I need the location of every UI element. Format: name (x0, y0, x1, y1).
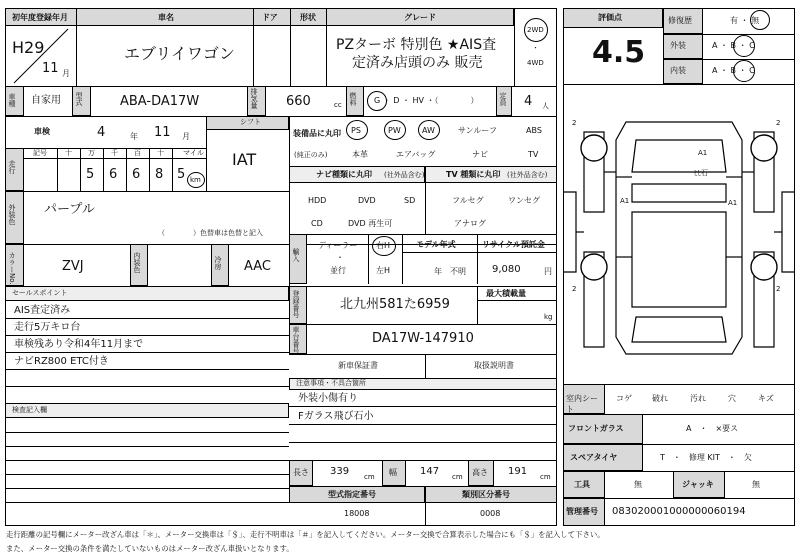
max-load-unit: kg (544, 313, 553, 321)
spare-label: スペアタイヤ (570, 453, 618, 462)
ac-label: 冷房 (214, 256, 222, 270)
tire-label-fr: 2 (776, 119, 781, 127)
inspector-label: 検査記入欄 (12, 406, 47, 414)
equip-airbag: エアバッグ (396, 150, 436, 159)
equip-pw: PW (388, 126, 401, 135)
repair-label: 修復歴 (668, 16, 692, 25)
mgrid-v2 (80, 148, 81, 191)
fuel-label: 燃料 (349, 92, 357, 106)
nt-line1 (289, 406, 557, 407)
nav-sd: SD (404, 196, 416, 205)
mileage-h4: 百 (134, 149, 141, 157)
width-unit: cm (452, 473, 463, 481)
import-dealer: ディーラー (318, 241, 358, 250)
mileage-head-line (24, 158, 206, 159)
interior-color-label: 内装色 (133, 252, 141, 273)
selling-label: セールスポイント (12, 289, 68, 297)
grade-label: グレード (404, 13, 436, 22)
equipment-label: 装備品に丸印 (293, 129, 341, 138)
tire-label-rl: 2 (572, 285, 577, 293)
mileage-h1: 十 (65, 149, 72, 157)
sp-line3 (5, 352, 289, 353)
selling-line-4: ナビRZ800 ETC付き (14, 356, 109, 367)
displacement-unit: cc (334, 101, 342, 109)
tv-analog: アナログ (454, 219, 486, 228)
mileage-h0: 記号 (33, 149, 47, 157)
mileage-unit: km (190, 176, 201, 184)
drive-4wd: 4WD (527, 59, 544, 67)
color-code-label: カラーNo. (8, 252, 16, 285)
mgrid-v6 (172, 148, 173, 191)
sheet-item-2: 破れ (652, 394, 668, 403)
recycle-value: 9,080 (492, 264, 521, 275)
div-type-cat (425, 486, 426, 526)
equip-navi: ナビ (472, 150, 488, 159)
equip-sunroof: サンルーフ (458, 126, 497, 135)
inspection-month-unit: 月 (182, 132, 190, 141)
interior-b-circle (733, 60, 755, 82)
interior-sheet-label: 室内シート (566, 394, 598, 414)
sheet-item-5: キズ (758, 394, 774, 403)
row-line-5 (5, 244, 557, 245)
exterior-b-circle (733, 35, 755, 57)
month-value: 11 (42, 61, 59, 76)
nav-label: ナビ種類に丸印 (316, 170, 372, 179)
tools-label: 工具 (574, 480, 590, 489)
grade-line2: 定済み店頭のみ 販売 (352, 55, 483, 71)
right-handle: 右H (376, 241, 391, 250)
usage-value: 自家用 (31, 95, 61, 106)
mileage-d3: 8 (155, 167, 164, 182)
width-value: 147 (420, 466, 440, 477)
exterior-label: 外装 (670, 41, 686, 50)
mileage-d1: 6 (109, 167, 118, 182)
ins-line6 (5, 502, 289, 503)
chassis-value: DA17W-147910 (372, 331, 474, 346)
tv-label: TV 種類に丸印 (446, 170, 501, 179)
color-value: パープル (44, 202, 95, 217)
fuel-value: G ・ D ・ HV ・（ ） (374, 96, 479, 105)
header-bar (5, 8, 514, 26)
inspection-label: 車検 (34, 127, 50, 136)
import-label: 輸入 (292, 248, 300, 262)
row-line-import-mid (402, 252, 557, 253)
nav-hdd: HDD (308, 196, 327, 205)
ins-line2 (5, 446, 289, 447)
notes-line-2: Fガラス飛び石小 (298, 411, 374, 422)
sheet-item-1: コゲ (616, 394, 632, 403)
left-handle: 左H (376, 266, 391, 275)
carname-label: 車名 (158, 13, 174, 22)
mgrid-v5 (149, 148, 150, 191)
exterior-options: A ・ B ・ C (712, 41, 755, 50)
selling-line-1: AIS査定済み (14, 305, 71, 316)
maxload-mid (477, 300, 557, 301)
interior-options: A ・ B ・ C (712, 66, 755, 75)
nav-dvd-play: DVD 再生可 (348, 219, 393, 228)
import-parallel: 並行 (330, 266, 346, 275)
div-recycle (477, 234, 478, 284)
year-value: H29 (12, 38, 45, 57)
ins-line4 (5, 474, 289, 475)
length-label: 長さ (293, 468, 309, 477)
reg-label: 登録番号 (292, 290, 300, 318)
car-diagram (564, 92, 794, 382)
max-load-label: 最大積載量 (486, 289, 526, 298)
inspection-year: 4 (97, 125, 106, 140)
category-label: 類別区分番号 (462, 490, 510, 499)
div-modelyear (402, 234, 403, 284)
mileage-h2: 万 (88, 149, 95, 157)
tools-value: 無 (634, 480, 642, 489)
type-value: 18008 (344, 509, 370, 518)
ac-value: AAC (244, 259, 271, 274)
ins-line5 (5, 488, 289, 489)
category-value: 0008 (480, 509, 501, 518)
div-h5 (514, 8, 515, 86)
div-handle (368, 234, 369, 284)
chassis-label: 車台番号 (292, 326, 300, 354)
mgrid-v3 (103, 148, 104, 191)
interior-label: 内装 (670, 66, 686, 75)
shift-value: IAT (232, 150, 257, 169)
repair-options: 有 ・ 無 (730, 16, 760, 25)
mgrid-v1 (57, 148, 58, 191)
color-code-value: ZVJ (62, 259, 84, 274)
notes-line-1: 外装小傷有り (298, 393, 358, 404)
sp-line1 (5, 318, 289, 319)
mileage-d2: 6 (132, 167, 141, 182)
nt-line2 (289, 424, 557, 425)
ins-line1 (5, 432, 289, 433)
height-label: 高さ (472, 468, 488, 477)
div-h2 (253, 8, 254, 86)
jack-label: ジャッキ (682, 480, 714, 489)
recycle-unit: 円 (544, 267, 552, 276)
selling-line-2: 走行5万キロ台 (14, 322, 81, 333)
selling-line-3: 車検残あり令和4年11月まで (14, 339, 144, 350)
model-year-value: 年 不明 (434, 267, 466, 276)
div-h3 (290, 8, 291, 86)
tv-oneseg: ワンセグ (508, 196, 540, 205)
row-line-4 (5, 191, 289, 192)
diagram-mark-1: A1 (698, 149, 708, 157)
management-label: 管理番号 (566, 507, 598, 516)
nav-cd: CD (311, 219, 323, 228)
manual-label: 取扱説明書 (474, 361, 514, 370)
equip-ps: PS (351, 126, 361, 135)
score-bottom (563, 84, 795, 85)
div-warranty (425, 354, 426, 378)
equip-leather: 本革 (352, 150, 368, 159)
windshield-value: A ・ ×要ス (686, 424, 739, 433)
car-name: エブリイワゴン (124, 44, 235, 63)
nav-dvd: DVD (358, 196, 376, 205)
footer-line-1: 走行距離の記号欄にメーター改ざん車は「＊」、メーター交換車は「＄」、走行不明車は「＃」を記入してください。メーター交換で合算表示した場合にも「＄」を記入して下さい。 (6, 530, 605, 539)
sp-line5 (5, 386, 289, 387)
door-label: ドア (262, 13, 278, 22)
windshield-label: フロントガラス (568, 424, 624, 433)
div-maxload (477, 286, 478, 324)
length-value: 339 (330, 466, 350, 477)
jack-value: 無 (752, 480, 760, 489)
capacity-value: 4 (524, 94, 533, 109)
grade-line1: PZターボ 特別色 ★AIS査 (336, 37, 497, 53)
row-line-9 (289, 354, 557, 355)
model-label: 型式 (75, 92, 83, 106)
nav-note: (社外品含む) (384, 171, 425, 179)
color-note: （ ）色替車は色替と記入 (158, 229, 263, 237)
row-line-11 (289, 460, 557, 461)
mileage-d4: 5 (177, 167, 186, 182)
equip-aw: AW (422, 126, 435, 135)
sheet-item-3: 汚れ (690, 394, 706, 403)
diagram-mark-3: A1 (728, 199, 738, 207)
displacement-label: 排気量 (250, 88, 258, 109)
mileage-h6: マイル (183, 149, 204, 157)
import-dot: ・ (336, 253, 344, 262)
model-value: ABA-DA17W (120, 94, 200, 109)
div-h4 (326, 8, 327, 86)
equipment-label2: (純正のみ) (294, 151, 328, 159)
inspection-year-unit: 年 (130, 132, 138, 141)
height-value: 191 (508, 466, 528, 477)
drive-2wd: 2WD (527, 26, 544, 34)
sp-line2 (5, 335, 289, 336)
length-unit: cm (364, 473, 375, 481)
equip-tv: TV (528, 150, 539, 159)
shift-label: シフト (240, 118, 261, 126)
model-year-label: モデル年式 (416, 240, 456, 249)
repair-none-circle (750, 10, 770, 30)
usage-label: 車種 (8, 93, 16, 107)
nt-line3 (289, 442, 557, 443)
score-label: 評価点 (598, 13, 622, 22)
color-label: 外装色 (8, 204, 16, 225)
mileage-h5: 十 (157, 149, 164, 157)
height-unit: cm (540, 473, 551, 481)
reg-value: 北九州581た6959 (340, 297, 450, 312)
tv-fullseg: フルセグ (452, 196, 484, 205)
first-reg-label: 初年度登録年月 (12, 13, 68, 22)
mgrid-v4 (126, 148, 127, 191)
sp-line4 (5, 369, 289, 370)
row-line-import (289, 234, 557, 235)
equip-abs: ABS (526, 126, 542, 135)
type-label: 型式指定番号 (328, 490, 376, 499)
inspector-label-cell (5, 403, 289, 418)
sheet-item-4: 穴 (728, 394, 736, 403)
row-line-8 (289, 324, 557, 325)
displacement-value: 660 (286, 94, 311, 109)
month-unit: 月 (62, 69, 70, 78)
ins-line3 (5, 460, 289, 461)
inspection-month: 11 (154, 125, 171, 140)
recycle-label: リサイクル預託金 (482, 240, 545, 249)
mileage-h3: 千 (111, 149, 118, 157)
width-label: 幅 (389, 468, 397, 477)
drive-dot: ・ (532, 44, 539, 52)
div-nav-tv (425, 166, 426, 234)
diagram-mark-4: ﾋﾋ石 (694, 169, 708, 177)
tire-label-rr: 2 (776, 285, 781, 293)
shape-label: 形状 (300, 13, 316, 22)
notes-label: 注意事項・不具合箇所 (296, 379, 366, 387)
mileage-label: 走行 (8, 160, 16, 174)
footer-line-2: また、メーター交換の条件を満たしていないものはメーター改ざん車扱いとなります。 (6, 544, 294, 553)
tv-note: (社外品含む) (507, 171, 548, 179)
mileage-d0: 5 (86, 167, 95, 182)
warranty-label: 新車保証書 (338, 361, 378, 370)
management-value: 083020001000000060194 (612, 506, 746, 517)
tire-label-fl: 2 (572, 119, 577, 127)
div-h1 (76, 8, 77, 86)
score-value: 4.5 (592, 35, 646, 70)
diagram-mark-2: A1 (620, 197, 630, 205)
capacity-label: 定員 (499, 92, 507, 106)
capacity-unit: 人 (542, 102, 549, 110)
spare-value: T ・ 修理 KIT ・ 欠 (660, 453, 752, 462)
